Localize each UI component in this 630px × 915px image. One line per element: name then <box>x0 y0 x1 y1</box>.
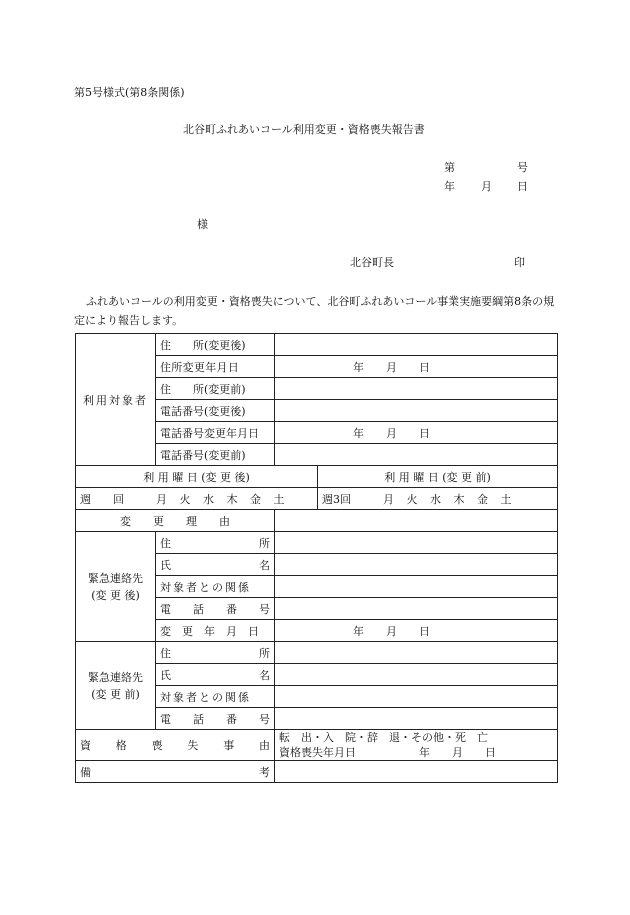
emergency-before-label-line2: (変 更 前) <box>91 687 140 701</box>
day-fri[interactable]: 金 <box>477 492 488 506</box>
days-before-count: 週3回 <box>322 492 351 506</box>
days-after-header: 利 用 曜 日 (変 更 後) <box>76 466 318 488</box>
issuer-title: 北谷町長 <box>350 256 394 269</box>
phone-before-label: 電話番号(変更前) <box>156 444 275 466</box>
days-before-row[interactable] <box>318 488 558 510</box>
remarks-field[interactable] <box>275 761 558 783</box>
days-after-count: 週 回 <box>80 492 124 506</box>
emergency-before-phone-label: 電 話 番 号 <box>156 708 275 730</box>
emergency-after-relation-label: 対象者との関係 <box>156 576 275 598</box>
label-left: 氏 <box>160 668 171 682</box>
label-left: 住 <box>160 646 171 660</box>
emergency-before-address-field[interactable] <box>275 642 558 664</box>
days-before-header: 利 用 曜 日 (変 更 前) <box>318 466 558 488</box>
label-left: 氏 <box>160 558 171 572</box>
address-after-field[interactable] <box>275 334 558 356</box>
emergency-after-label-line1: 緊急連絡先 <box>88 571 143 585</box>
doc-no-suffix: 号 <box>517 161 528 174</box>
loss-date-row[interactable] <box>279 745 553 760</box>
day-fri[interactable]: 金 <box>250 492 261 506</box>
emergency-before-label-line1: 緊急連絡先 <box>88 670 143 684</box>
emergency-after-address-field[interactable] <box>275 532 558 554</box>
emergency-after-label <box>76 532 156 642</box>
table-row <box>76 488 558 510</box>
emergency-after-relation-field[interactable] <box>275 576 558 598</box>
address-before-label: 住 所(変更前) <box>156 378 275 400</box>
emergency-before-name-field[interactable] <box>275 664 558 686</box>
label-char: 事 <box>223 739 235 752</box>
label-char: 失 <box>187 739 199 752</box>
day-sat[interactable]: 土 <box>273 492 285 506</box>
date-year: 年 <box>444 180 455 193</box>
label-char: 格 <box>115 739 127 752</box>
label-left: 住 <box>160 536 171 550</box>
remarks-label <box>76 761 275 783</box>
loss-reason-options[interactable]: 転 出・入 院・辞 退・その他・死 亡 <box>279 731 488 744</box>
day-thu[interactable]: 木 <box>226 492 238 506</box>
day-wed[interactable]: 水 <box>430 492 441 506</box>
emergency-after-name-label <box>156 554 275 576</box>
label-char: 由 <box>258 739 270 752</box>
date-day: 日 <box>517 180 528 193</box>
emergency-before-label <box>76 642 156 730</box>
label-char: 喪 <box>151 739 163 752</box>
loss-date-label: 資格喪失年月日 <box>279 746 356 759</box>
emergency-after-phone-field[interactable] <box>275 598 558 620</box>
day-tue[interactable]: 火 <box>179 492 191 506</box>
address-change-date-field[interactable]: 年 月 日 <box>275 356 558 378</box>
emergency-before-relation-label: 対象者との関係 <box>156 686 275 708</box>
day-mon[interactable]: 月 <box>156 492 167 506</box>
day-sat[interactable]: 土 <box>500 492 512 506</box>
table-row <box>76 510 558 532</box>
emergency-before-name-label <box>156 664 275 686</box>
emergency-after-change-date-label: 変 更 年 月 日 <box>156 620 275 642</box>
phone-before-field[interactable] <box>275 444 558 466</box>
day-wed[interactable]: 水 <box>203 492 214 506</box>
loss-reason-label <box>76 730 275 761</box>
change-reason-field[interactable] <box>275 510 558 532</box>
addressee-suffix: 様 <box>197 218 208 231</box>
address-before-field[interactable] <box>275 378 558 400</box>
days-after-row[interactable] <box>76 488 318 510</box>
emergency-after-name-field[interactable] <box>275 554 558 576</box>
table-row <box>76 532 558 554</box>
label-right: 名 <box>259 668 270 682</box>
seal-mark: 印 <box>514 256 525 269</box>
emergency-after-label-line2: (変 更 後) <box>91 588 140 602</box>
doc-no-prefix: 第 <box>444 161 455 174</box>
table-row <box>76 334 558 356</box>
address-change-date-label: 住所変更年月日 <box>156 356 275 378</box>
emergency-after-address-label <box>156 532 275 554</box>
intro-paragraph <box>74 292 560 330</box>
intro-text: ふれあいコールの利用変更・資格喪失について、北谷町ふれあいコール事業実施要綱第8条の規定により報告します。 <box>74 295 555 327</box>
document-title: 北谷町ふれあいコール利用変更・資格喪失報告書 <box>183 123 425 136</box>
emergency-after-phone-label: 電 話 番 号 <box>156 598 275 620</box>
change-reason-label: 変 更 理 由 <box>76 510 275 532</box>
table-row <box>76 642 558 664</box>
table-row <box>76 761 558 783</box>
form-number: 第5号様式(第8条関係) <box>74 86 185 99</box>
day-tue[interactable]: 火 <box>406 492 418 506</box>
table-row <box>76 466 558 488</box>
emergency-after-change-date-field[interactable]: 年 月 日 <box>275 620 558 642</box>
phone-change-date-field[interactable]: 年 月 日 <box>275 422 558 444</box>
emergency-before-relation-field[interactable] <box>275 686 558 708</box>
day-thu[interactable]: 木 <box>453 492 465 506</box>
report-form-table <box>75 333 558 783</box>
loss-reason-field[interactable] <box>275 730 558 761</box>
label-right: 所 <box>259 536 270 550</box>
label-left: 備 <box>80 765 91 779</box>
loss-date-value[interactable]: 年 月 日 <box>419 746 496 759</box>
label-char: 資 <box>80 739 91 752</box>
user-section-label: 利用対象者 <box>76 334 156 466</box>
date-month: 月 <box>481 180 492 193</box>
phone-change-date-label: 電話番号変更年月日 <box>156 422 275 444</box>
emergency-before-address-label <box>156 642 275 664</box>
day-mon[interactable]: 月 <box>383 492 394 506</box>
phone-after-field[interactable] <box>275 400 558 422</box>
phone-after-label: 電話番号(変更後) <box>156 400 275 422</box>
address-after-label: 住 所(変更後) <box>156 334 275 356</box>
label-right: 考 <box>259 765 270 779</box>
emergency-before-phone-field[interactable] <box>275 708 558 730</box>
table-row <box>76 730 558 761</box>
label-right: 名 <box>259 558 270 572</box>
label-right: 所 <box>259 646 270 660</box>
